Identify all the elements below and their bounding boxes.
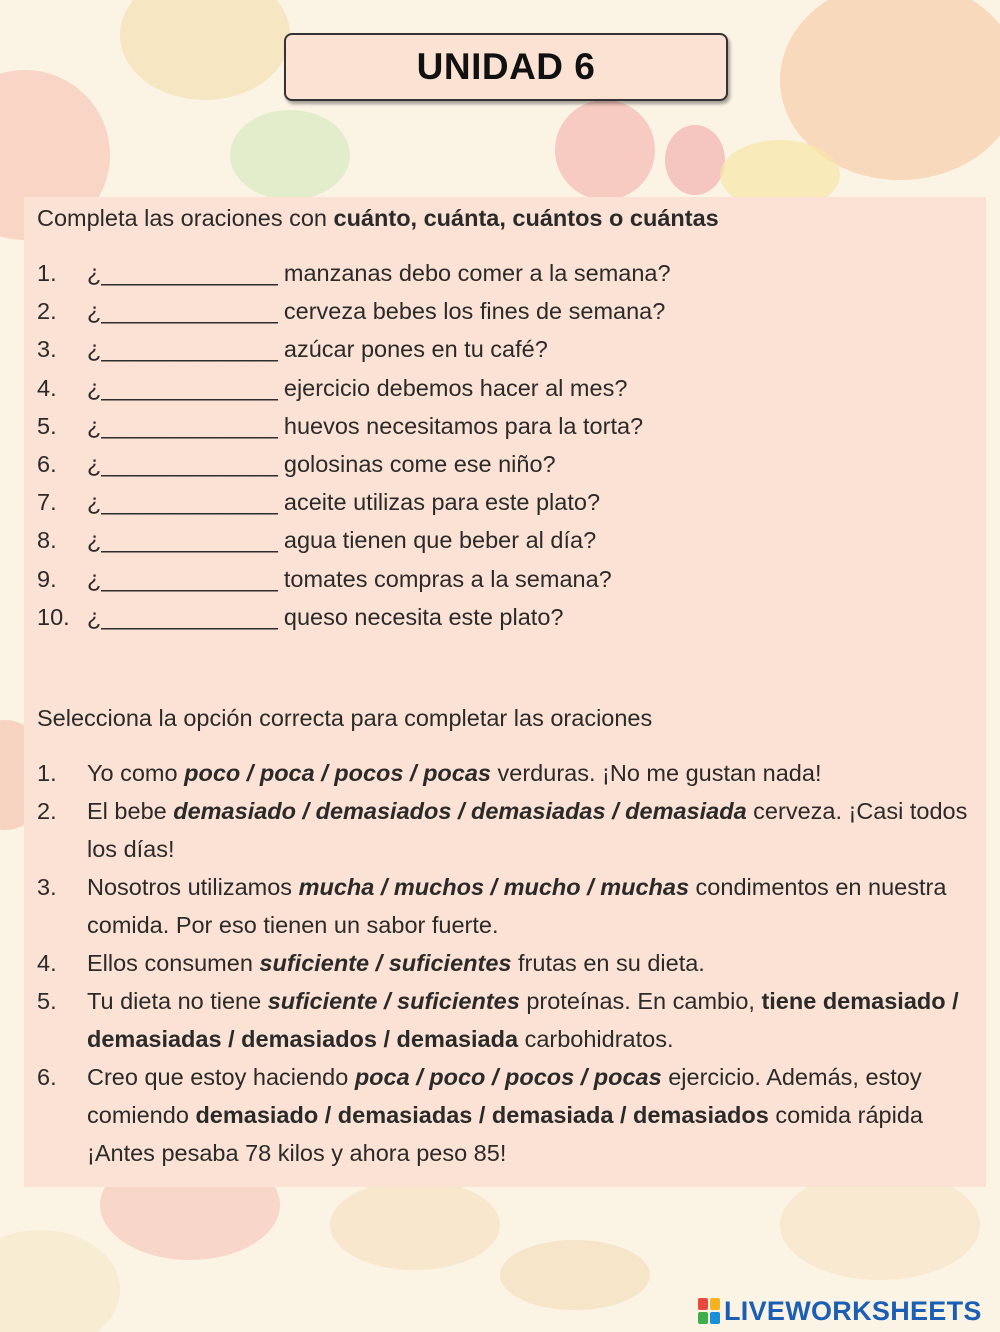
sentence-text: Creo que estoy haciendo (87, 1064, 355, 1090)
item-number: 4. (37, 374, 57, 401)
option-choices[interactable]: suficiente / suficientes (267, 988, 520, 1014)
sentence-text: Nosotros utilizamos (87, 874, 299, 900)
choice-item (37, 792, 977, 868)
answer-blank[interactable]: ______________ (101, 374, 278, 401)
sentence-text: condimentos en nuestra comida. Por eso tienen un sabor fuerte. (87, 874, 947, 938)
fill-in-item (37, 407, 977, 445)
bread-shape (330, 1180, 500, 1270)
question-mark: ¿ (87, 565, 102, 592)
item-text: queso necesita este plato? (283, 603, 564, 630)
item-sentence (87, 560, 612, 598)
item-number: 9. (37, 565, 57, 592)
answer-blank[interactable]: ______________ (101, 565, 278, 592)
item-text: huevos necesitamos para la torta? (283, 412, 644, 439)
item-sentence (87, 254, 671, 292)
section2-instruction: Selecciona la opción correcta para completar las oraciones (37, 705, 653, 731)
item-text: azúcar pones en tu café? (283, 336, 548, 363)
item-sentence (87, 868, 977, 944)
item-number: 6. (37, 1064, 57, 1090)
question-mark: ¿ (87, 489, 102, 516)
item-text: tomates compras a la semana? (283, 565, 612, 592)
item-number: 7. (37, 489, 57, 516)
liveworksheets-logo (698, 1293, 998, 1329)
apple-shape (555, 100, 655, 200)
answer-blank[interactable]: ______________ (101, 489, 278, 516)
fill-in-item (37, 483, 977, 521)
item-number: 2. (37, 298, 57, 325)
item-sentence (87, 792, 977, 868)
page-title: UNIDAD 6 (416, 46, 596, 87)
fill-in-item (37, 521, 977, 559)
sentence-text: frutas en su dieta. (511, 950, 705, 976)
logo-square (710, 1312, 720, 1324)
section1-instruction-plain: Completa las oraciones con (37, 205, 334, 231)
item-text: ejercicio debemos hacer al mes? (283, 374, 628, 401)
answer-blank[interactable]: ______________ (101, 450, 278, 477)
item-text: golosinas come ese niño? (283, 450, 556, 477)
item-number: 10. (37, 603, 70, 630)
item-sentence (87, 407, 643, 445)
option-choices[interactable]: poco / poca / pocos / pocas (184, 760, 491, 786)
item-sentence (87, 944, 977, 982)
question-mark: ¿ (87, 450, 102, 477)
title-box (284, 33, 728, 101)
item-sentence (87, 982, 977, 1058)
item-sentence (87, 292, 665, 330)
question-mark: ¿ (87, 260, 102, 286)
sentence-text: comida rápida ¡Antes pesaba 78 kilos y ahora peso 85! (87, 1102, 923, 1166)
item-sentence (87, 521, 596, 559)
sentence-text: Ellos consumen (87, 950, 260, 976)
item-sentence (87, 1058, 977, 1172)
answer-blank[interactable]: ______________ (101, 412, 278, 439)
fill-in-item (37, 445, 977, 483)
logo-square (710, 1298, 720, 1310)
item-number: 8. (37, 527, 57, 554)
item-number: 5. (37, 412, 57, 439)
section1-instruction-bold: cuánto, cuánta, cuántos o cuántas (333, 205, 719, 231)
option-choices[interactable]: mucha / muchos / mucho / muchas (298, 874, 690, 900)
item-sentence (87, 445, 556, 483)
logo-square (698, 1312, 708, 1324)
strawberry-shape (665, 125, 725, 195)
option-choices[interactable]: demasiado / demasiados / demasiadas / demasiada (173, 798, 747, 824)
choice-item (37, 868, 977, 944)
item-sentence (87, 369, 627, 407)
choice-item (37, 1058, 977, 1172)
sentence-text: Yo como (87, 760, 185, 786)
section1-instruction (37, 205, 719, 232)
fill-in-item (37, 560, 977, 598)
liveworksheets-mark-icon (698, 1298, 720, 1324)
sentence-text: Tu dieta no tiene (87, 988, 268, 1014)
cheese-shape (0, 1230, 120, 1332)
item-number: 1. (37, 760, 57, 786)
item-text: aceite utilizas para este plato? (283, 489, 601, 516)
item-sentence (87, 483, 600, 521)
section2-list (37, 754, 977, 1172)
choice-item (37, 982, 977, 1058)
sentence-text: carbohidratos. (518, 1026, 674, 1052)
exercise-panel (24, 197, 986, 1187)
question-mark: ¿ (87, 603, 102, 630)
logo-square (698, 1298, 708, 1310)
item-text: manzanas debo comer a la semana? (283, 260, 671, 286)
fill-in-item (37, 598, 977, 636)
item-number: 4. (37, 950, 57, 976)
item-number: 1. (37, 260, 57, 286)
fill-in-item (37, 369, 977, 407)
option-choices[interactable]: poca / poco / pocos / pocas (354, 1064, 662, 1090)
choice-item (37, 754, 977, 792)
choice-item (37, 944, 977, 982)
answer-blank[interactable]: ______________ (101, 527, 278, 554)
option-choices[interactable]: suficiente / suficientes (259, 950, 512, 976)
item-text: cerveza bebes los fines de semana? (283, 298, 666, 325)
item-sentence (87, 754, 977, 792)
item-number: 6. (37, 450, 57, 477)
option-choices[interactable]: tiene demasiado / demasiadas / demasiados / demasiada (87, 988, 959, 1052)
item-text: agua tienen que beber al día? (283, 527, 597, 554)
sentence-text: ejercicio. Además, estoy comiendo (87, 1064, 922, 1128)
item-sentence (87, 330, 548, 368)
option-choices[interactable]: demasiado / demasiadas / demasiada / demasiados (195, 1102, 769, 1128)
item-number: 3. (37, 874, 57, 900)
question-mark: ¿ (87, 527, 102, 554)
question-mark: ¿ (87, 336, 102, 363)
liveworksheets-brand: LIVEWORKSHEETS (724, 1295, 982, 1326)
item-sentence (87, 598, 563, 636)
sentence-text: cerveza. ¡Casi todos los días! (87, 798, 968, 862)
leaf-shape (230, 110, 350, 200)
section1-list (37, 254, 977, 636)
sentence-text: proteínas. En cambio, (519, 988, 762, 1014)
answer-blank[interactable]: ______________ (101, 260, 278, 286)
question-mark: ¿ (87, 374, 102, 401)
answer-blank[interactable]: ______________ (101, 298, 278, 325)
answer-blank[interactable]: ______________ (101, 336, 278, 363)
fill-in-item (37, 292, 977, 330)
fill-in-item (37, 254, 977, 292)
sentence-text: verduras. ¡No me gustan nada! (491, 760, 822, 786)
potato-shape (120, 0, 290, 100)
sentence-text: El bebe (87, 798, 174, 824)
question-mark: ¿ (87, 298, 102, 325)
fill-in-item (37, 330, 977, 368)
answer-blank[interactable]: ______________ (101, 603, 278, 630)
peanut-shape (500, 1240, 650, 1310)
item-number: 5. (37, 988, 57, 1014)
item-number: 2. (37, 798, 57, 824)
question-mark: ¿ (87, 412, 102, 439)
item-number: 3. (37, 336, 57, 363)
